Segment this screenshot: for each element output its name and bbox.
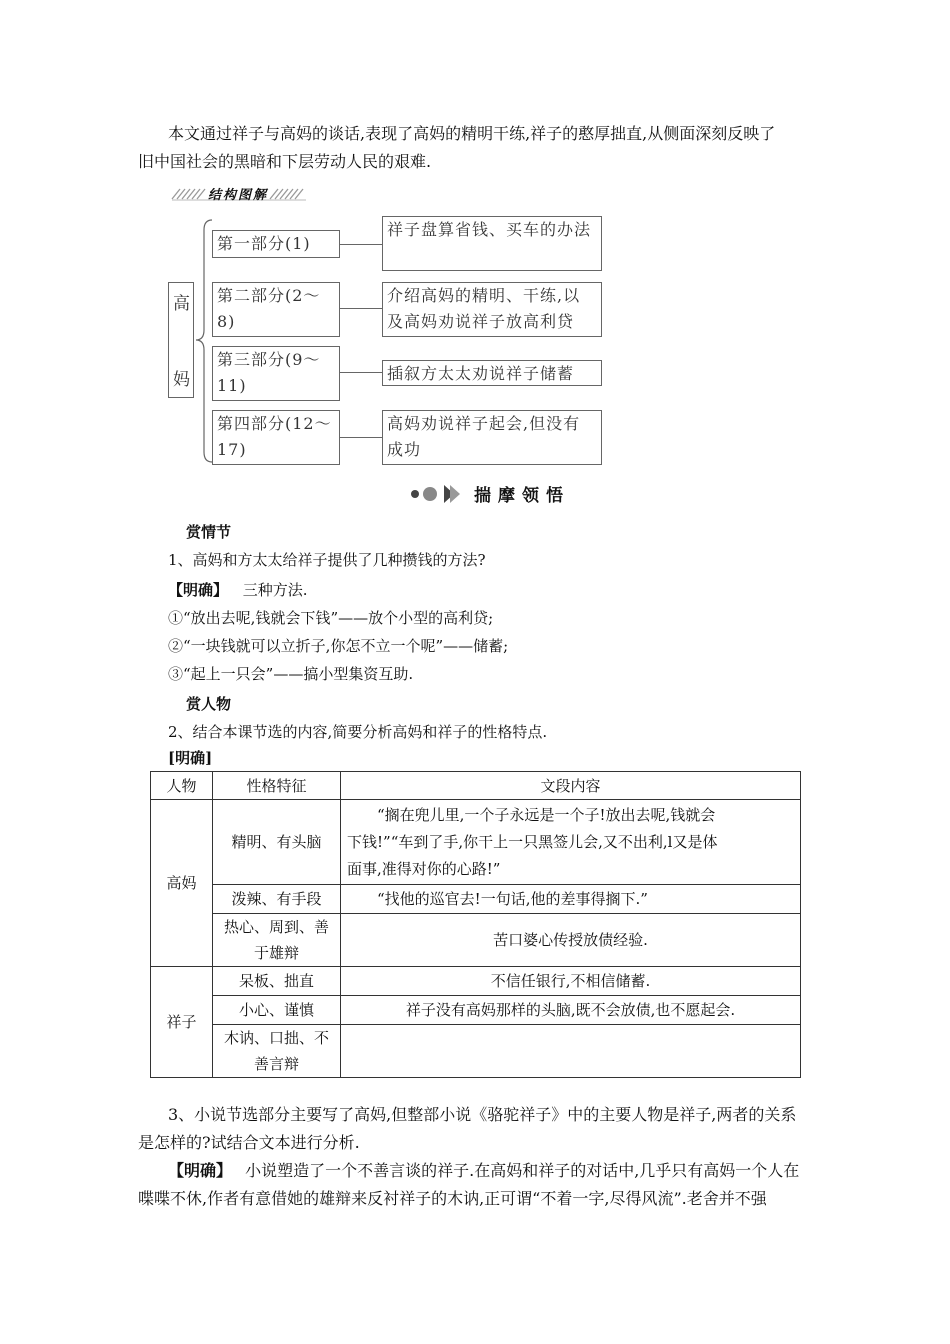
table-trait-line: 善言辩 bbox=[253, 1055, 299, 1073]
table-content-cell: 苦口婆心传授放债经验. bbox=[341, 914, 801, 967]
table-trait-cell: 泼辣、有手段 bbox=[213, 885, 341, 914]
part-1-content: 祥子盘算省钱、买车的办法 bbox=[387, 220, 592, 239]
q1-item-2: ②“一块钱就可以立折子,你怎不立一个呢”——储蓄; bbox=[168, 637, 509, 655]
table-header: 人物 bbox=[151, 772, 213, 800]
table-content-cell: “找他的巡官去!一句话,他的差事得搁下.” bbox=[341, 885, 801, 914]
section-banner-title: 揣摩领悟 bbox=[474, 486, 570, 506]
part-4-content: 高妈劝说祥子起会,但没有成功 bbox=[387, 414, 581, 459]
table-trait-cell: 呆板、拙直 bbox=[213, 967, 341, 996]
section-banner bbox=[406, 480, 586, 506]
q3-answer-text-1: 小说塑造了一个不善言谈的祥子.在高妈和祥子的对话中,几乎只有高妈一个人在 bbox=[245, 1161, 800, 1180]
part-2-label-box bbox=[212, 282, 340, 337]
table-row bbox=[151, 800, 801, 885]
part-4-label: 第四部分(12～17) bbox=[217, 414, 332, 459]
table-row bbox=[151, 996, 801, 1025]
q1-question: 1、高妈和方太太给祥子提供了几种攒钱的方法? bbox=[168, 551, 486, 569]
q2-category: 赏人物 bbox=[186, 695, 232, 713]
q1-category: 赏情节 bbox=[186, 523, 232, 541]
structure-heading: 结构图解 bbox=[208, 188, 269, 203]
structure-brace-icon bbox=[194, 212, 214, 472]
dots-arrow-icon bbox=[406, 483, 476, 505]
structure-root-char-1: 高 bbox=[173, 294, 191, 314]
part-1-label-box bbox=[212, 230, 340, 258]
part-1-content-box bbox=[382, 216, 602, 271]
q1-answer-label: 【明确】 bbox=[168, 581, 229, 599]
q3-answer-label: 【明确】 bbox=[168, 1161, 233, 1180]
table-content-cell bbox=[341, 800, 801, 885]
part-3-content-box bbox=[382, 360, 602, 386]
part-2-label: 第二部分(2～8) bbox=[217, 286, 321, 331]
q1-answer-text: 三种方法. bbox=[242, 581, 308, 599]
table-trait-cell: 小心、谨慎 bbox=[213, 996, 341, 1025]
intro-line-2: 旧中国社会的黑暗和下层劳动人民的艰难. bbox=[138, 152, 432, 171]
table-person-cell: 祥子 bbox=[151, 967, 213, 1078]
q3-answer-line-2: 喋喋不休,作者有意借她的雄辩来反衬祥子的木讷,正可谓“不着一字,尽得风流”.老舍并不强 bbox=[138, 1189, 767, 1208]
part-2-content-box bbox=[382, 282, 602, 337]
q2-answer-label: [明确] bbox=[168, 749, 213, 767]
table-trait-line: 热心、周到、善 bbox=[223, 918, 329, 936]
intro-line-1: 本文通过祥子与高妈的谈话,表现了高妈的精明干练,祥子的憨厚拙直,从侧面深刻反映了 bbox=[168, 124, 776, 143]
q2-question: 2、结合本课节选的内容,简要分析高妈和祥子的性格特点. bbox=[168, 723, 548, 741]
structure-root-box bbox=[168, 282, 194, 398]
table-content-cell bbox=[341, 1025, 801, 1078]
table-header: 文段内容 bbox=[341, 772, 801, 800]
structure-root-char-2: 妈 bbox=[173, 370, 191, 390]
table-header: 性格特征 bbox=[213, 772, 341, 800]
table-row bbox=[151, 967, 801, 996]
q1-item-3: ③“起上一只会”——搞小型集资互助. bbox=[168, 665, 414, 683]
table-trait-cell bbox=[213, 1025, 341, 1078]
table-trait-line: 木讷、口拙、不 bbox=[223, 1029, 329, 1047]
table-person-cell: 高妈 bbox=[151, 800, 213, 967]
table-header-row bbox=[151, 772, 801, 800]
table-content-line: 面事,准得对你的心路!” bbox=[347, 859, 501, 878]
q1-item-1: ①“放出去呢,钱就会下钱”——放个小型的高利贷; bbox=[168, 609, 494, 627]
part-3-label: 第三部分(9～11) bbox=[217, 350, 321, 395]
part-3-label-box bbox=[212, 346, 340, 401]
structure-diagram bbox=[168, 212, 608, 472]
q1-answer bbox=[168, 576, 308, 604]
table-trait-line: 于雄辩 bbox=[253, 944, 299, 962]
table-content-cell: 祥子没有高妈那样的头脑,既不会放债,也不愿起会. bbox=[341, 996, 801, 1025]
q3-question-line-2: 是怎样的?试结合文本进行分析. bbox=[138, 1133, 360, 1152]
table-content-line: 下钱!”“车到了手,你干上一只黑签儿会,又不出利,l又是体 bbox=[347, 832, 718, 851]
table-content-line: “搁在兜儿里,一个子永远是一个子!放出去呢,钱就会 bbox=[377, 805, 716, 824]
table-trait-cell: 精明、有头脑 bbox=[213, 800, 341, 885]
table-content-cell: 不信任银行,不相信储蓄. bbox=[341, 967, 801, 996]
part-4-label-box bbox=[212, 410, 340, 465]
part-3-content: 插叙方太太劝说祥子储蓄 bbox=[387, 364, 575, 383]
table-trait-cell bbox=[213, 914, 341, 967]
q3-answer-line-1 bbox=[168, 1157, 799, 1185]
character-table bbox=[150, 771, 801, 1078]
structure-heading-banner bbox=[170, 184, 310, 202]
part-1-label: 第一部分(1) bbox=[217, 234, 311, 253]
q3-question-line-1: 3、小说节选部分主要写了高妈,但整部小说《骆驼祥子》中的主要人物是祥子,两者的关系 bbox=[168, 1105, 797, 1124]
table-row bbox=[151, 885, 801, 914]
part-2-content: 介绍高妈的精明、干练,以及高妈劝说祥子放高利贷 bbox=[387, 286, 581, 331]
part-4-content-box bbox=[382, 410, 602, 465]
table-row bbox=[151, 1025, 801, 1078]
table-row bbox=[151, 914, 801, 967]
